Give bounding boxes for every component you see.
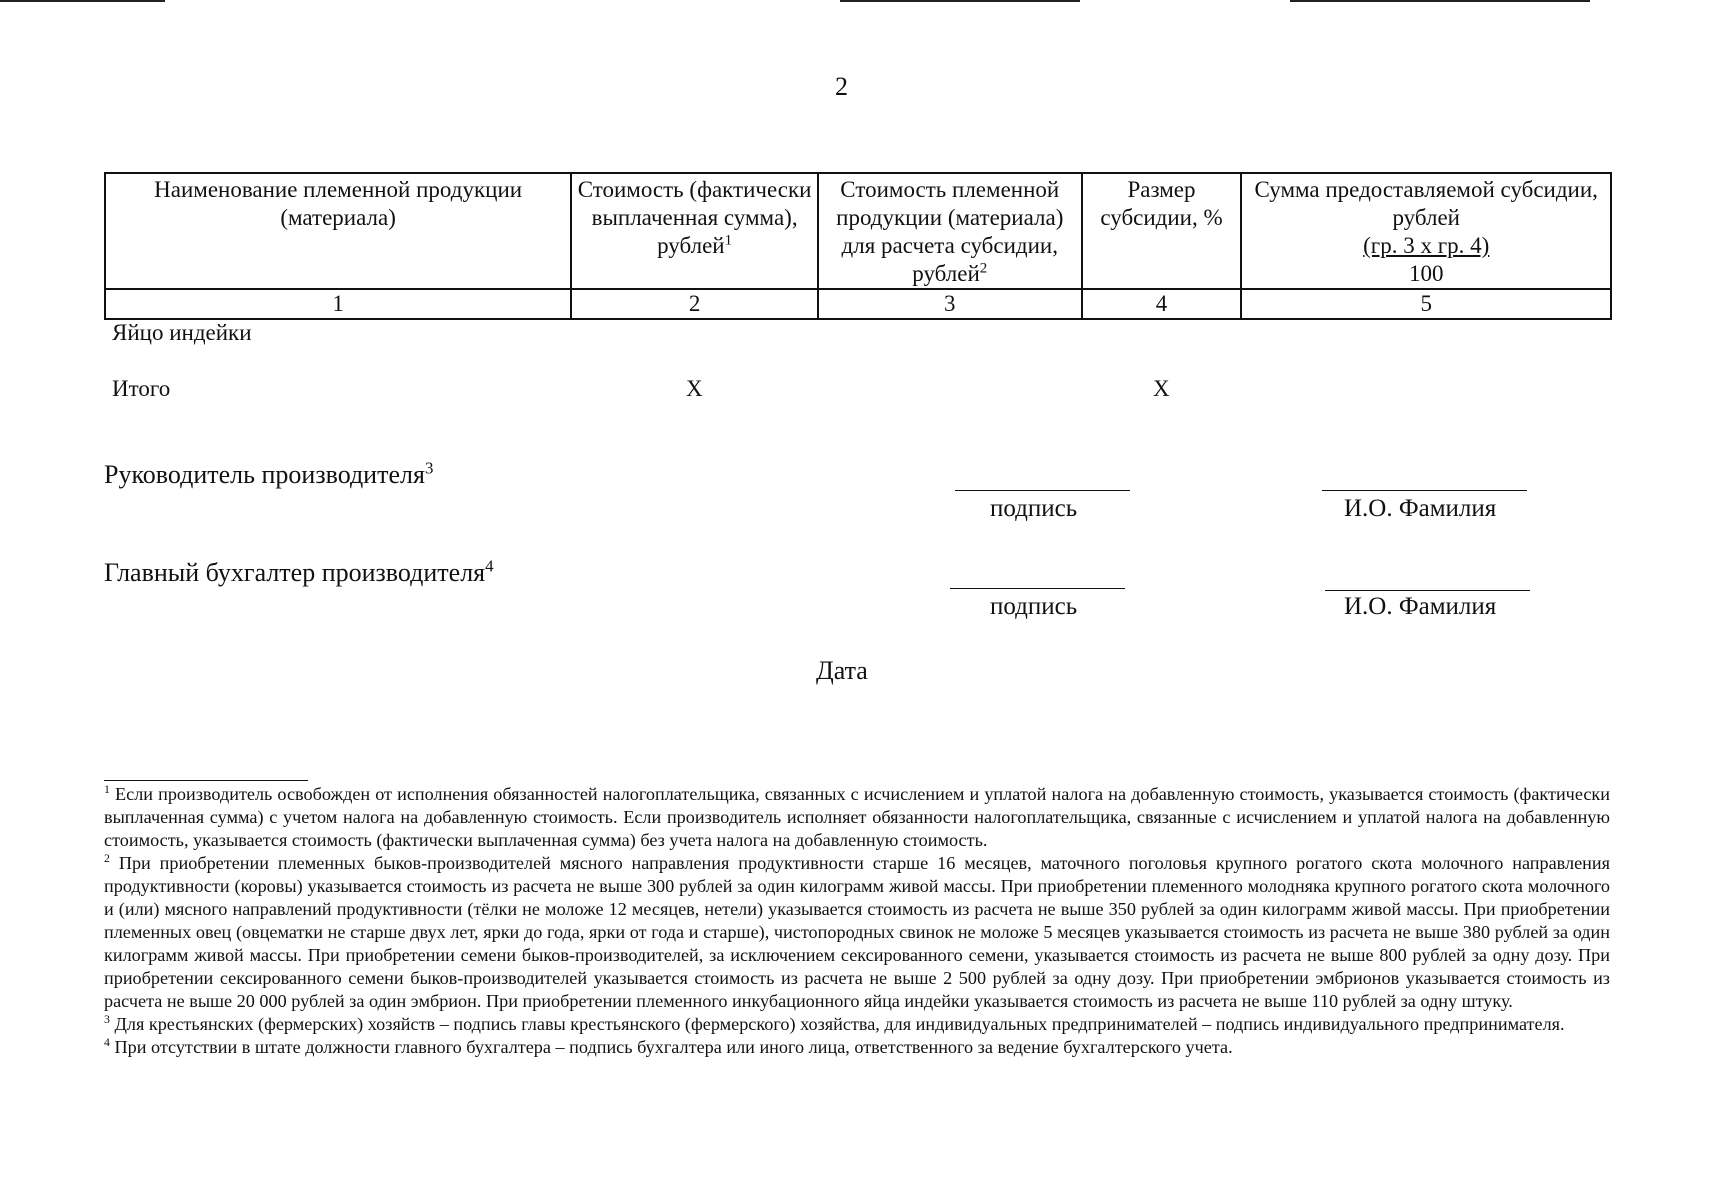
total-col2-mark: Х [686, 376, 703, 401]
signature-caption-head: подпись [990, 495, 1078, 522]
footnote-text: Если производитель освобожден от исполнения обязанностей налогоплательщика, связанных с исчислением и уплатой налога на добавленную стоимость, указывается стоимость (фактически выплаченная сумма) с учетом налога на добавленную стоимость. Если производитель исполняет обязанности налогоплательщика, связанные с исчислением и уплатой налога на добавленную стоимость, указывается стоимость (фактически выплаченная сумма) без учета налога на добавленную стоимость. [104, 784, 1611, 850]
footnote-mark: 3 [104, 1011, 110, 1026]
header-subsidy-sum [1241, 173, 1611, 289]
footnotes [104, 783, 1610, 1059]
footnote-separator [104, 780, 308, 781]
signature-role-accountant-text: Главный бухгалтер производителя [104, 558, 486, 587]
signature-role-head-text: Руководитель производителя [104, 460, 425, 489]
header-actual-cost-text: Стоимость (фактически выплаченная сумма), рублей [577, 177, 812, 258]
column-number: 2 [571, 289, 818, 319]
footnote-ref-1: 1 [724, 232, 733, 249]
row-label-total: Итого [112, 376, 171, 401]
footnote-mark: 1 [104, 781, 110, 796]
header-actual-cost [571, 173, 818, 289]
name-line-accountant [1325, 590, 1530, 591]
footnote-text: При отсутствии в штате должности главного бухгалтера – подпись бухгалтера или иного лица, ответственного за ведение бухгалтерского учета. [114, 1037, 1233, 1057]
top-edge-rule-left [0, 0, 165, 2]
name-caption-head: И.О. Фамилия [1344, 495, 1497, 522]
name-caption-accountant: И.О. Фамилия [1344, 593, 1497, 620]
footnote-2 [104, 852, 1610, 1013]
footnote-3 [104, 1013, 1610, 1036]
subsidy-table [104, 172, 1612, 320]
footnote-ref-3: 3 [424, 458, 434, 478]
footnote-ref-2: 2 [979, 260, 988, 277]
signature-role-accountant [104, 558, 494, 588]
footnote-text: При приобретении племенных быков-производителей мясного направления продуктивности старше 16 месяцев, маточного поголовья крупного рогатого скота молочного направления продуктивности (коровы) указывается стоимость из расчета не выше 300 рублей за один килограмм живой массы. При приобретении племенного молодняка крупного рогатого скота молочного и (или) мясного направлений продуктивности (тёлки не моложе 12 месяцев, нетели) указывается стоимость из расчета не выше 350 рублей за один килограмм живой массы. При приобретении племенных овец (овцематки не старше двух лет, ярки до года, ярки от года и старше), чистопородных свинок не моложе 5 месяцев указывается стоимость из расчета не выше 380 рублей за один килограмм живой массы. При приобретении семени быков-производителей, за исключением сексированного семени, указывается стоимость из расчета не выше 800 рублей за одну дозу. При приобретении сексированного семени быков-производителей указывается стоимость из расчета не выше 2 500 рублей за одну дозу. При приобретении эмбрионов указывается стоимость из расчета не выше 20 000 рублей за один эмбрион. При приобретении племенного инкубационного яйца индейки указывается стоимость из расчета не выше 110 рублей за одну штуку. [104, 853, 1611, 1011]
signature-role-head [104, 460, 433, 490]
header-product-name-text: Наименование племенной продукции (материала) [154, 177, 523, 230]
column-number: 3 [818, 289, 1082, 319]
header-calc-cost [818, 173, 1082, 289]
footnote-mark: 2 [104, 850, 110, 865]
page-number: 2 [835, 72, 848, 101]
date-label: Дата [816, 656, 868, 685]
table-header-row [105, 173, 1611, 289]
header-subsidy-divisor: 100 [1408, 261, 1444, 286]
footnote-4 [104, 1036, 1610, 1059]
top-edge-rule-center [840, 0, 1080, 2]
row-label-turkey-egg: Яйцо индейки [112, 320, 252, 345]
header-subsidy-rate-text: Размер субсидии, % [1100, 177, 1223, 230]
name-line-head [1322, 490, 1527, 491]
column-number: 1 [105, 289, 571, 319]
header-subsidy-formula: (гр. 3 х гр. 4) [1363, 233, 1490, 258]
column-number-row [105, 289, 1611, 319]
footnote-1 [104, 783, 1610, 852]
header-subsidy-sum-text: Сумма предоставляемой субсидии, рублей [1254, 177, 1598, 230]
signature-line-accountant [950, 588, 1125, 589]
header-calc-cost-text: Стоимость племенной продукции (материала) для расчета субсидии, рублей [836, 177, 1064, 286]
footnote-text: Для крестьянских (фермерских) хозяйств – подпись главы крестьянского (фермерского) хозяйства, для индивидуальных предпринимателей – подпись индивидуального предпринимателя. [114, 1014, 1565, 1034]
column-number: 4 [1082, 289, 1242, 319]
column-number: 5 [1241, 289, 1611, 319]
footnote-mark: 4 [104, 1034, 110, 1049]
signature-line-head [955, 490, 1130, 491]
header-product-name [105, 173, 571, 289]
top-edge-rule-right [1290, 0, 1590, 2]
header-subsidy-rate [1082, 173, 1242, 289]
signature-caption-accountant: подпись [990, 593, 1078, 620]
total-col4-mark: Х [1153, 376, 1170, 401]
footnote-ref-4: 4 [485, 556, 494, 576]
